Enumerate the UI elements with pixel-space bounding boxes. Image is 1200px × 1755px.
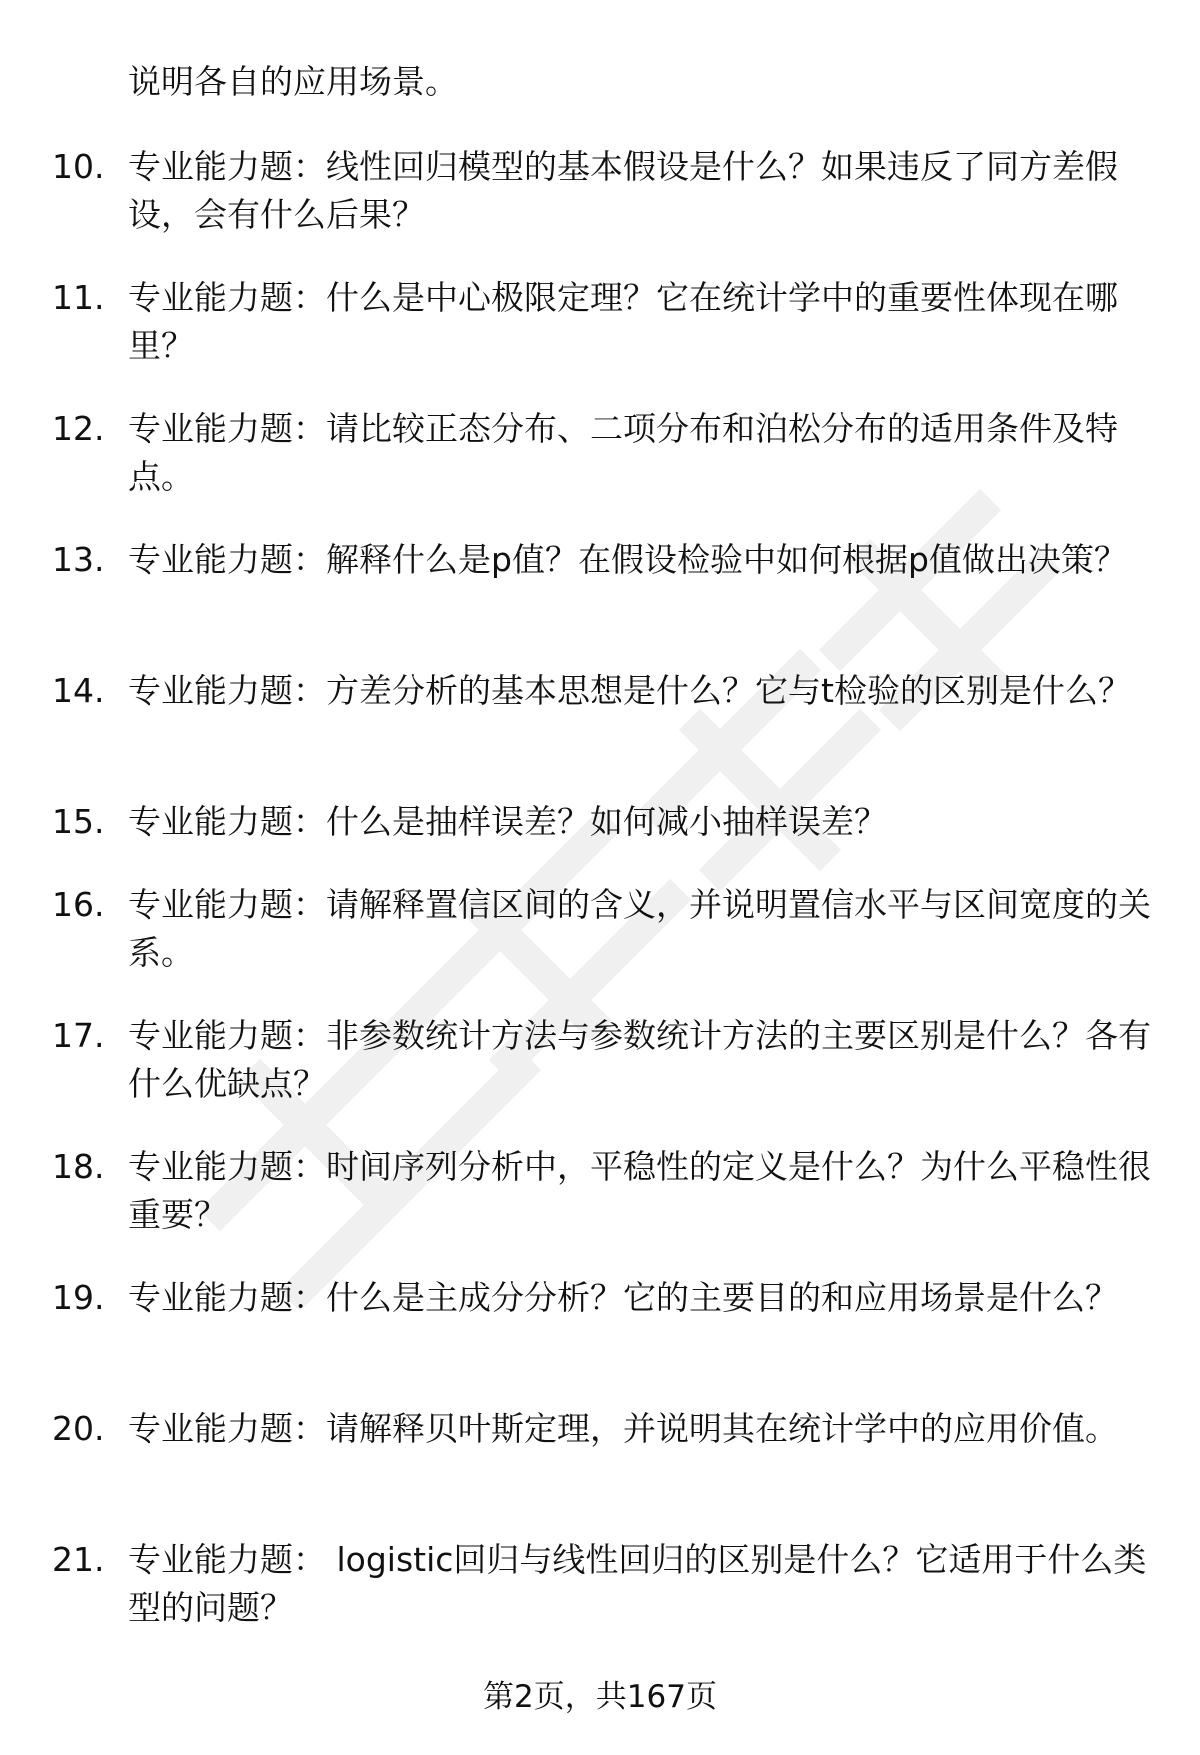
question-number: 19. xyxy=(52,1278,105,1317)
question-number: 17. xyxy=(52,1016,105,1055)
list-item xyxy=(0,667,1200,798)
list-item xyxy=(0,1274,1200,1405)
question-text: 专业能力题：方差分析的基本思想是什么？它与t检验的区别是什么？ xyxy=(128,671,1131,710)
question-number: 14. xyxy=(52,671,105,710)
list-item xyxy=(0,1143,1200,1274)
question-text: 专业能力题：解释什么是p值？在假设检验中如何根据p值做出决策？ xyxy=(128,540,1127,579)
question-number: 15. xyxy=(52,802,105,841)
question-number: 10. xyxy=(52,147,105,186)
question-number: 21. xyxy=(52,1540,105,1579)
list-item xyxy=(0,798,1200,881)
question-text: 专业能力题：请解释置信区间的含义，并说明置信水平与区间宽度的关系。 xyxy=(128,885,1151,972)
list-item xyxy=(0,143,1200,274)
list-item xyxy=(0,405,1200,536)
list-item xyxy=(0,881,1200,1012)
page-footer: 第2页，共167页 xyxy=(483,1679,717,1715)
question-number: 18. xyxy=(52,1147,105,1186)
question-text: 专业能力题：时间序列分析中，平稳性的定义是什么？为什么平稳性很重要？ xyxy=(128,1147,1151,1234)
question-text: 专业能力题：什么是抽样误差？如何减小抽样误差？ xyxy=(128,802,887,841)
list-item xyxy=(0,274,1200,405)
question-text: 专业能力题：什么是中心极限定理？它在统计学中的重要性体现在哪里？ xyxy=(128,278,1118,365)
question-text: 专业能力题：请比较正态分布、二项分布和泊松分布的适用条件及特点。 xyxy=(128,409,1118,496)
question-list xyxy=(0,143,1200,1667)
question-number: 13. xyxy=(52,540,105,579)
question-number: 16. xyxy=(52,885,105,924)
question-text: 专业能力题：请解释贝叶斯定理，并说明其在统计学中的应用价值。 xyxy=(128,1409,1118,1448)
question-text: 专业能力题：什么是主成分分析？它的主要目的和应用场景是什么？ xyxy=(128,1278,1118,1317)
list-item xyxy=(0,536,1200,667)
list-item xyxy=(0,1012,1200,1143)
question-number: 11. xyxy=(52,278,105,317)
question-number: 12. xyxy=(52,409,105,448)
question-text: 专业能力题：非参数统计方法与参数统计方法的主要区别是什么？各有什么优缺点？ xyxy=(128,1016,1151,1103)
question-number: 20. xyxy=(52,1409,105,1448)
list-item xyxy=(0,1405,1200,1536)
question-text: 专业能力题：线性回归模型的基本假设是什么？如果违反了同方差假设，会有什么后果？ xyxy=(128,147,1118,234)
question-text: 专业能力题： logistic回归与线性回归的区别是什么？它适用于什么类型的问题？ xyxy=(128,1540,1147,1627)
list-item xyxy=(0,1536,1200,1667)
continuation-text: 说明各自的应用场景。 xyxy=(128,62,458,101)
